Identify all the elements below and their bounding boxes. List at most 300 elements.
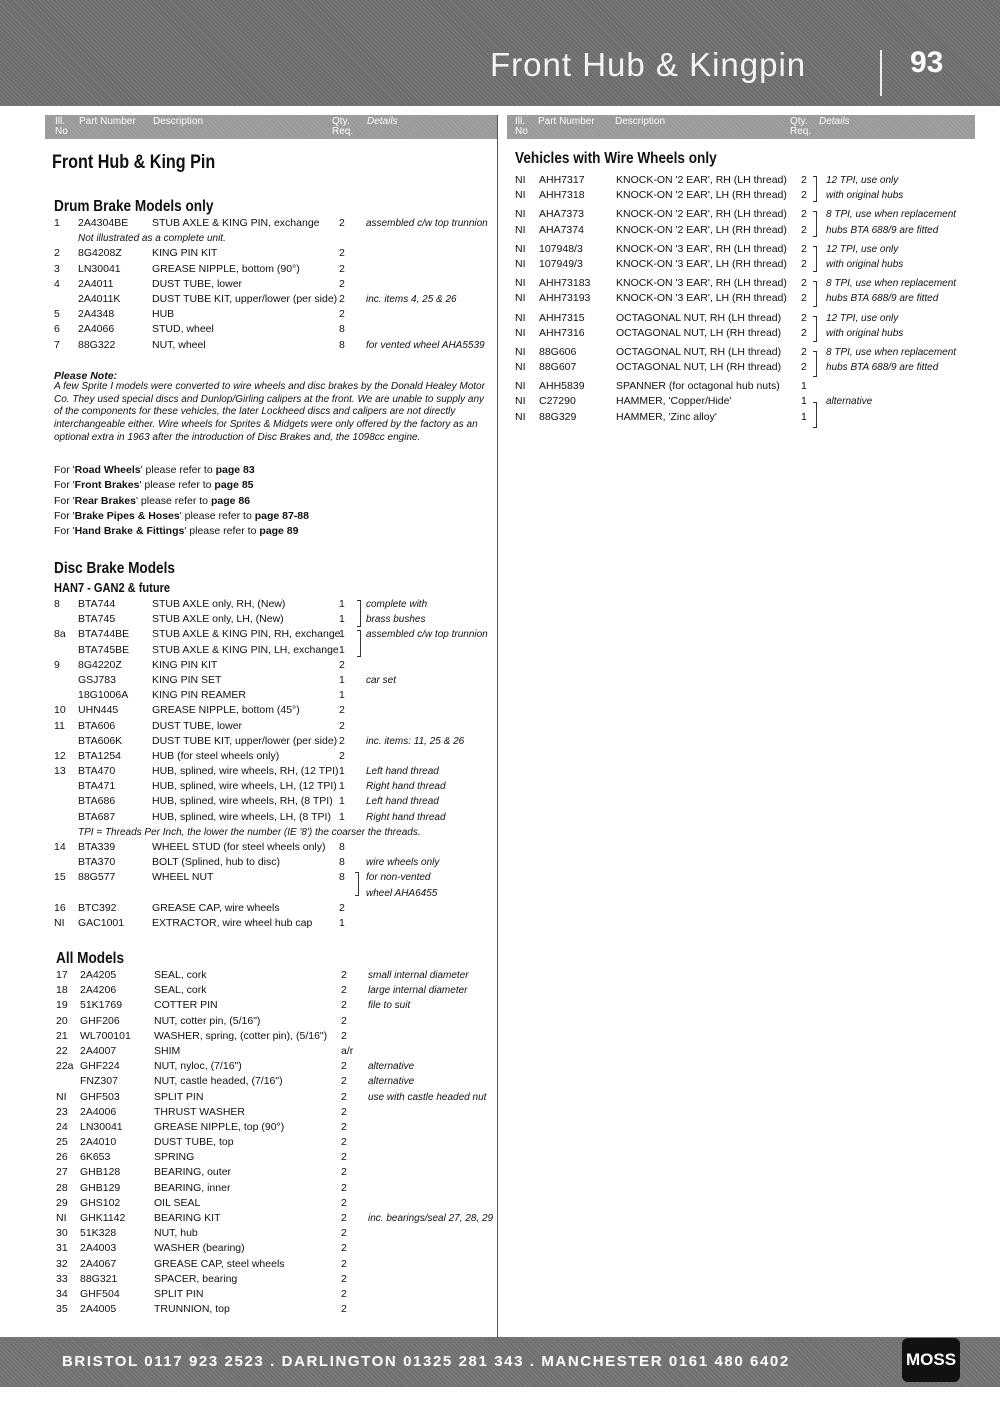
part-number: BTA745	[78, 613, 116, 626]
part-number: BTA606K	[78, 734, 123, 747]
description: SPANNER (for octagonal hub nuts)	[616, 380, 780, 393]
details: inc. items: 11, 25 & 26	[366, 735, 465, 747]
details: 12 TPI, use only	[826, 312, 899, 324]
quantity: 1	[339, 780, 345, 793]
brace	[813, 211, 817, 237]
details-header: Details	[819, 116, 850, 127]
description: KING PIN REAMER	[152, 689, 246, 702]
brace	[813, 316, 817, 342]
ill-no: 26	[56, 1151, 68, 1164]
quantity: 2	[801, 277, 807, 290]
part-number: 6K653	[80, 1151, 111, 1164]
ill-no: 1	[54, 217, 60, 229]
part-number: BTA686	[78, 795, 116, 808]
ref-name: Hand Brake & Fittings	[74, 525, 185, 538]
ill-no: 2	[54, 247, 60, 260]
quantity: 2	[339, 704, 345, 717]
part-number: AHH7317	[539, 174, 585, 186]
ref-name: Road Wheels	[74, 464, 141, 476]
page-reference	[54, 509, 309, 524]
ill-no: 23	[56, 1105, 68, 1118]
description: SPLIT PIN	[154, 1090, 204, 1103]
quantity: 2	[339, 658, 345, 671]
part-number: 2A4206	[80, 984, 117, 997]
quantity: 2	[801, 311, 807, 324]
ill-no: 20	[56, 1014, 68, 1027]
description: STUB AXLE & KING PIN, RH, exchange	[152, 628, 341, 641]
description: GREASE CAP, wire wheels	[152, 901, 280, 914]
details: 12 TPI, use only	[826, 243, 899, 255]
quantity: 2	[341, 1166, 347, 1179]
quantity: 1	[339, 628, 345, 641]
description: STUD, wheel	[152, 323, 214, 336]
quantity: 2	[341, 1120, 347, 1133]
part-number: BTA471	[78, 780, 116, 793]
part-number: BTA470	[78, 765, 116, 778]
ill-no: 25	[56, 1136, 68, 1149]
description: SEAL, cork	[154, 984, 207, 997]
ill-no: 10	[54, 704, 66, 717]
quantity: 1	[339, 765, 345, 778]
quantity: 2	[341, 1212, 347, 1224]
description: DUST TUBE, lower	[152, 719, 243, 732]
ill-no: 29	[56, 1196, 68, 1209]
ill-no: NI	[515, 326, 526, 339]
ill-no: 17	[56, 969, 68, 981]
ill-no: 27	[56, 1166, 68, 1179]
ill-no: 33	[56, 1272, 68, 1285]
ref-mid: ' please refer to	[135, 494, 211, 507]
ill-no: NI	[515, 345, 526, 358]
ill-no: NI	[515, 380, 526, 393]
quantity: 1	[801, 380, 807, 393]
quantity: 2	[339, 292, 345, 305]
quantity: a/r	[341, 1044, 354, 1057]
description: DUST TUBE KIT, upper/lower (per side)	[152, 734, 338, 747]
part-number: GHF206	[80, 1014, 120, 1027]
description: KNOCK-ON '3 EAR', RH (LH thread)	[616, 277, 787, 290]
quantity: 2	[339, 308, 345, 321]
part-number: 107949/3	[539, 257, 583, 270]
quantity: 2	[341, 969, 347, 981]
part-number: FNZ307	[80, 1075, 118, 1088]
ill-no: NI	[515, 257, 526, 270]
description: OCTAGONAL NUT, RH (LH thread)	[616, 345, 782, 358]
description: KNOCK-ON '2 EAR', LH (RH thread)	[616, 189, 787, 202]
part-number: GHS102	[80, 1196, 121, 1209]
description: EXTRACTOR, wire wheel hub cap	[152, 916, 313, 929]
part-number: 51K328	[80, 1227, 117, 1240]
details: Right hand thread	[366, 811, 446, 823]
details: Left hand thread	[366, 796, 439, 808]
brace	[357, 630, 361, 657]
ill-no: NI	[515, 242, 526, 255]
quantity: 2	[801, 223, 807, 236]
disc-brake-subheading: HAN7 - GAN2 & future	[54, 580, 171, 595]
details: wheel AHA6455	[366, 887, 438, 899]
part-number: BTA606	[78, 719, 116, 732]
quantity: 2	[341, 1090, 347, 1103]
description-header: Description	[153, 116, 204, 127]
footer-banner	[0, 1337, 1000, 1387]
part-number: 2A4010	[80, 1136, 117, 1149]
description: SPACER, bearing	[154, 1272, 238, 1285]
part-number: 2A4007	[80, 1044, 117, 1057]
part-number: 2A4005	[80, 1303, 117, 1316]
part-number: 2A4003	[80, 1242, 117, 1255]
quantity: 2	[341, 1029, 347, 1042]
ill-no: 14	[54, 841, 66, 853]
part-number: 2A4006	[80, 1105, 117, 1118]
description: KING PIN KIT	[152, 658, 218, 671]
ill-no-header: Ill. No	[55, 116, 68, 137]
row-note: Not illustrated as a complete unit.	[78, 233, 226, 245]
quantity: 8	[339, 856, 345, 869]
details: complete with	[366, 599, 428, 610]
ref-mid: ' please refer to	[184, 525, 260, 538]
description: BEARING KIT	[154, 1212, 221, 1224]
part-number: AHA7374	[539, 223, 584, 236]
ill-no: 30	[56, 1227, 68, 1240]
part-number-header: Part Number	[538, 116, 595, 127]
details: for non-vented	[366, 872, 431, 884]
details: inc. items 4, 25 & 26	[366, 293, 457, 305]
quantity: 2	[341, 1227, 347, 1240]
ref-page: page 83	[215, 464, 255, 476]
part-number: 88G607	[539, 361, 577, 374]
ref-name: Brake Pipes & Hoses	[74, 509, 180, 522]
quantity: 2	[341, 1136, 347, 1149]
ill-no: 16	[54, 901, 66, 914]
description: TRUNNION, top	[154, 1303, 230, 1316]
description: KNOCK-ON '3 EAR', LH (RH thread)	[616, 292, 787, 305]
part-number: BTA687	[78, 810, 116, 823]
part-number: AHH7316	[539, 326, 585, 339]
part-number: GHB129	[80, 1181, 121, 1194]
details: car set	[366, 674, 397, 686]
all-models-heading: All Models	[56, 950, 125, 967]
ref-pre: For '	[54, 525, 75, 538]
details: assembled c/w top trunnion	[366, 629, 488, 641]
ill-no: 24	[56, 1120, 68, 1133]
quantity: 8	[339, 338, 345, 351]
description: SPLIT PIN	[154, 1287, 204, 1300]
part-number: 8G4220Z	[78, 658, 122, 671]
ill-no: NI	[515, 189, 526, 202]
description: GREASE NIPPLE, bottom (45°)	[152, 704, 300, 717]
description: HAMMER, 'Copper/Hide'	[616, 395, 732, 408]
description-header: Description	[615, 116, 666, 127]
ref-name: Rear Brakes	[74, 494, 136, 507]
page-reference	[54, 524, 309, 539]
section-title: Front Hub & King Pin	[52, 152, 216, 173]
description: COTTER PIN	[154, 999, 218, 1012]
description: HUB, splined, wire wheels, RH, (8 TPI)	[152, 795, 333, 808]
description: OCTAGONAL NUT, LH (RH thread)	[616, 361, 782, 374]
details: hubs BTA 688/9 are fitted	[826, 224, 939, 236]
description: STUB AXLE only, RH, (New)	[152, 598, 286, 610]
description: DUST TUBE, lower	[152, 277, 243, 290]
ill-no: 7	[54, 338, 60, 351]
description: NUT, nyloc, (7/16")	[154, 1060, 242, 1073]
ill-no: 9	[54, 658, 60, 671]
description: WASHER (bearing)	[154, 1242, 245, 1255]
details: assembled c/w top trunnion	[366, 218, 488, 229]
ref-pre: For '	[54, 509, 75, 522]
quantity: 2	[339, 247, 345, 260]
description: KNOCK-ON '2 EAR', RH (LH thread)	[616, 174, 787, 186]
ill-no: 19	[56, 999, 68, 1012]
brace	[813, 402, 817, 428]
quantity: 2	[341, 1242, 347, 1255]
details: alternative	[368, 1076, 415, 1088]
description: GREASE NIPPLE, top (90°)	[154, 1120, 285, 1133]
quantity: 2	[341, 984, 347, 997]
quantity: 2	[341, 1151, 347, 1164]
page-title: Front Hub & Kingpin	[490, 46, 807, 83]
quantity: 2	[801, 189, 807, 202]
page-reference	[54, 463, 309, 478]
description: WASHER, spring, (cotter pin), (5/16")	[154, 1029, 328, 1042]
description: GREASE CAP, steel wheels	[154, 1257, 285, 1270]
quantity: 2	[341, 1196, 347, 1209]
details: 12 TPI, use only	[826, 175, 899, 186]
part-number: BTC392	[78, 901, 117, 914]
part-number: GAC1001	[78, 916, 125, 929]
quantity: 2	[339, 719, 345, 732]
quantity: 1	[339, 795, 345, 808]
details: for vented wheel AHA5539	[366, 339, 485, 351]
brace	[813, 246, 817, 272]
ill-no: NI	[515, 174, 526, 186]
part-number-header: Part Number	[79, 116, 136, 127]
quantity: 2	[341, 1014, 347, 1027]
part-number: 107948/3	[539, 242, 583, 255]
right-column-header	[507, 115, 975, 139]
quantity: 1	[339, 810, 345, 823]
part-number: 8G4208Z	[78, 247, 122, 260]
quantity: 2	[801, 257, 807, 270]
quantity: 1	[339, 689, 345, 702]
drum-brake-heading: Drum Brake Models only	[54, 198, 214, 215]
description: OCTAGONAL NUT, LH (RH thread)	[616, 326, 782, 339]
part-number: LN30041	[80, 1120, 123, 1133]
part-number: AHH7315	[539, 311, 585, 324]
description: SHIM	[154, 1044, 181, 1057]
part-number: C27290	[539, 395, 576, 408]
ref-pre: For '	[54, 494, 75, 507]
page-references	[54, 463, 309, 539]
part-number: BTA370	[78, 856, 116, 869]
ref-mid: ' please refer to	[140, 464, 216, 476]
details: alternative	[826, 396, 873, 408]
description: BOLT (Splined, hub to disc)	[152, 856, 281, 869]
ill-no: 31	[56, 1242, 68, 1255]
details: small internal diameter	[368, 970, 469, 981]
page-reference	[54, 494, 309, 509]
part-number: AHH73193	[539, 292, 591, 305]
ill-no: 22	[56, 1044, 68, 1057]
ill-no: 28	[56, 1181, 68, 1194]
ill-no: NI	[515, 395, 526, 408]
part-number: AHH7318	[539, 189, 585, 202]
ill-no: 13	[54, 765, 66, 778]
description: HUB, splined, wire wheels, RH, (12 TPI)	[152, 765, 339, 778]
part-number: 2A4348	[78, 308, 115, 321]
description: GREASE NIPPLE, bottom (90°)	[152, 262, 300, 275]
ill-no: 21	[56, 1029, 68, 1042]
column-divider	[497, 115, 498, 1345]
page-banner	[0, 0, 1000, 106]
part-number: BTA744	[78, 598, 116, 610]
part-number: 2A4304BE	[78, 217, 129, 229]
part-number: 2A4011	[78, 277, 114, 290]
ill-no: 8a	[54, 628, 66, 641]
details-header: Details	[367, 116, 398, 127]
ref-mid: ' please refer to	[139, 479, 215, 492]
moss-logo: MOSS	[902, 1338, 960, 1382]
quantity: 2	[801, 242, 807, 255]
description: OIL SEAL	[154, 1196, 201, 1209]
details: wire wheels only	[366, 857, 440, 869]
ill-no: 11	[54, 719, 65, 732]
ref-page: page 86	[210, 494, 251, 507]
description: SPRING	[154, 1151, 195, 1164]
ill-no: 8	[54, 598, 60, 610]
ill-no: NI	[515, 292, 526, 305]
wire-wheels-heading: Vehicles with Wire Wheels only	[515, 150, 717, 167]
details: 8 TPI, use when replacement	[826, 209, 957, 221]
ill-no: 12	[54, 749, 66, 762]
ill-no: NI	[515, 410, 526, 423]
ill-no: 4	[54, 277, 60, 290]
ill-no: NI	[515, 311, 526, 324]
description: KNOCK-ON '3 EAR', LH (RH thread)	[616, 257, 787, 270]
description: HUB (for steel wheels only)	[152, 749, 280, 762]
quantity: 1	[801, 410, 807, 423]
ill-no: NI	[515, 208, 526, 221]
part-number: LN30041	[78, 262, 121, 275]
ref-name: Front Brakes	[74, 479, 140, 492]
part-number: WL700101	[80, 1029, 131, 1042]
description: HUB	[152, 308, 175, 321]
quantity: 2	[341, 1105, 347, 1118]
quantity: 2	[341, 1075, 347, 1088]
description: THRUST WASHER	[154, 1105, 246, 1118]
description: NUT, hub	[154, 1227, 198, 1240]
ill-no: 3	[54, 262, 60, 275]
details: 8 TPI, use when replacement	[826, 278, 957, 290]
title-separator	[880, 50, 882, 96]
description: SEAL, cork	[154, 969, 207, 981]
quantity: 1	[339, 598, 345, 610]
quantity: 1	[339, 613, 345, 626]
page-reference	[54, 478, 309, 493]
part-number: GHF503	[80, 1090, 120, 1103]
ill-no: NI	[515, 223, 526, 236]
quantity: 2	[339, 734, 345, 747]
part-number: GHK1142	[80, 1212, 126, 1224]
quantity: 2	[341, 1303, 347, 1316]
ref-mid: ' please refer to	[179, 509, 255, 522]
ill-no: 35	[56, 1303, 68, 1316]
description: BEARING, inner	[154, 1181, 231, 1194]
ill-no: 34	[56, 1287, 68, 1300]
description: DUST TUBE KIT, upper/lower (per side)	[152, 292, 338, 305]
ill-no: NI	[54, 916, 65, 929]
ill-no: NI	[56, 1212, 67, 1224]
ill-no-header: Ill. No	[515, 116, 528, 137]
quantity: 2	[341, 999, 347, 1012]
description: STUB AXLE & KING PIN, LH, exchange	[152, 643, 339, 656]
part-number: GHF504	[80, 1287, 120, 1300]
qty-header: Qty. Req.	[790, 116, 812, 137]
details: 8 TPI, use when replacement	[826, 346, 957, 358]
description: HUB, splined, wire wheels, LH, (12 TPI)	[152, 780, 337, 793]
ref-page: page 87-88	[254, 509, 309, 522]
quantity: 1	[339, 673, 345, 686]
page-number: 93	[910, 46, 944, 79]
details: with original hubs	[826, 327, 904, 339]
qty-header: Qty. Req.	[332, 116, 354, 137]
part-number: 88G321	[80, 1272, 118, 1285]
part-number: 88G322	[78, 338, 116, 351]
description: KING PIN KIT	[152, 247, 218, 260]
description: WHEEL NUT	[152, 871, 214, 884]
description: HAMMER, 'Zinc alloy'	[616, 410, 717, 423]
quantity: 2	[339, 217, 345, 229]
quantity: 2	[801, 345, 807, 358]
brace	[813, 351, 817, 377]
details: inc. bearings/seal 27, 28, 29	[368, 1213, 494, 1224]
ref-pre: For '	[54, 464, 75, 476]
part-number: BTA745BE	[78, 643, 130, 656]
part-number: 18G1006A	[78, 689, 129, 702]
footer-contacts: BRISTOL 0117 923 2523 . DARLINGTON 01325 281 343 . MANCHESTER 0161 480 6402	[62, 1353, 790, 1370]
quantity: 2	[801, 292, 807, 305]
part-number: 51K1769	[80, 999, 123, 1012]
details: hubs BTA 688/9 are fitted	[826, 293, 939, 305]
quantity: 1	[801, 395, 807, 408]
quantity: 2	[801, 174, 807, 186]
part-number: BTA339	[78, 841, 116, 853]
details: file to suit	[368, 1000, 411, 1012]
quantity: 2	[341, 1060, 347, 1073]
details: Left hand thread	[366, 766, 439, 778]
part-number: AHH73183	[539, 277, 591, 290]
note-body: A few Sprite I models were converted to wire wheels and disc brakes by the Donald Healey Motor Co. They used special discs and Dunlop/Girling calipers at the front. We are unable to supply any of the components for these vehicles, the later Lockheed discs and calipers are not directly interchangeable either. Wire wheels for Sprites & Midgets were only offered by the factory as an optional extra in 1963 after the introduction of Disc Brakes and, the 1098cc engine.	[54, 381, 485, 443]
details: use with castle headed nut	[368, 1091, 487, 1103]
description: NUT, wheel	[152, 338, 206, 351]
part-number: UHN445	[78, 704, 119, 717]
description: KNOCK-ON '2 EAR', RH (LH thread)	[616, 208, 787, 221]
ill-no: NI	[515, 277, 526, 290]
brace	[357, 600, 361, 627]
quantity: 2	[339, 277, 345, 290]
quantity: 8	[339, 841, 345, 853]
left-column-header	[45, 115, 497, 139]
quantity: 2	[341, 1272, 347, 1285]
ref-page: page 85	[214, 479, 254, 492]
ill-no: 22a	[56, 1060, 74, 1073]
details: large internal diameter	[368, 985, 468, 997]
details: brass bushes	[366, 614, 426, 626]
part-number: 2A4011K	[78, 292, 121, 305]
part-number: GSJ783	[78, 673, 116, 686]
quantity: 2	[339, 262, 345, 275]
part-number: GHF224	[80, 1060, 120, 1073]
part-number: 88G577	[78, 871, 116, 884]
